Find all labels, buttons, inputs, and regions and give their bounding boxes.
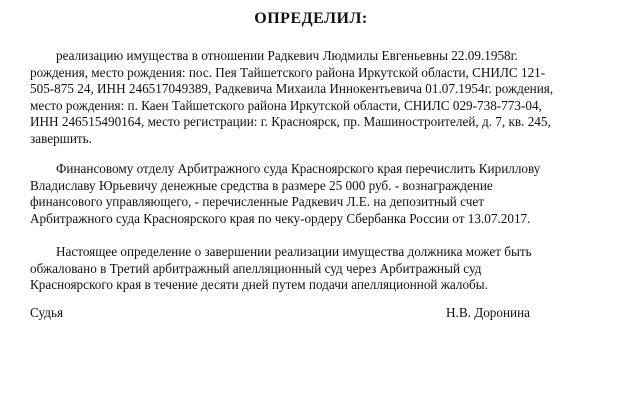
text-line: Красноярского края в течение десяти дней путем подачи апелляционной жалобы. (30, 277, 488, 293)
text-line: ИНН 246515490164, место регистрации: г. Красноярск, пр. Машиностроителей, д. 7, кв. 245, (30, 114, 551, 130)
signature-role: Судья (30, 305, 64, 320)
text-line: реализацию имущества в отношении Радкевич Людмилы Евгеньевны 22.09.1958г. (56, 48, 518, 63)
text-line: 505-875 24, ИНН 246517049389, Радкевича Михаила Иннокентьевича 01.07.1954г. рождения, (30, 81, 554, 97)
ruling-heading: ОПРЕДЕЛИЛ: (254, 10, 368, 27)
ruling-paragraph-completion (30, 48, 590, 148)
ruling-paragraph-appeal (30, 244, 590, 294)
text-line: рождения, место рождения: пос. Пея Тайшетского района Иркутской области, СНИЛС 121- (30, 64, 546, 80)
text-line: Арбитражного суда Красноярского края по чеку-ордеру Сбербанка России от 13.07.2017. (30, 210, 531, 226)
text-line: обжаловано в Третий арбитражный апелляционный суд через Арбитражный суд (30, 260, 482, 276)
text-line: Владиславу Юрьевичу денежные средства в размере 25 000 руб. - вознаграждение (30, 177, 493, 193)
text-line: завершить. (30, 130, 92, 146)
ruling-paragraph-payment (30, 161, 590, 227)
text-line: Настоящее определение о завершении реализации имущества должника может быть (56, 244, 532, 259)
text-line: финансового управляющего, - перечисленные Радкевич Л.Е. на депозитный счет (30, 194, 484, 210)
signature-name: Н.В. Доронина (446, 305, 531, 320)
text-line: место рождения: п. Каен Тайшетского района Иркутской области, СНИЛС 029-738-773-04, (30, 97, 542, 113)
text-line: Финансовому отделу Арбитражного суда Красноярского края перечислить Кириллову (56, 161, 541, 176)
